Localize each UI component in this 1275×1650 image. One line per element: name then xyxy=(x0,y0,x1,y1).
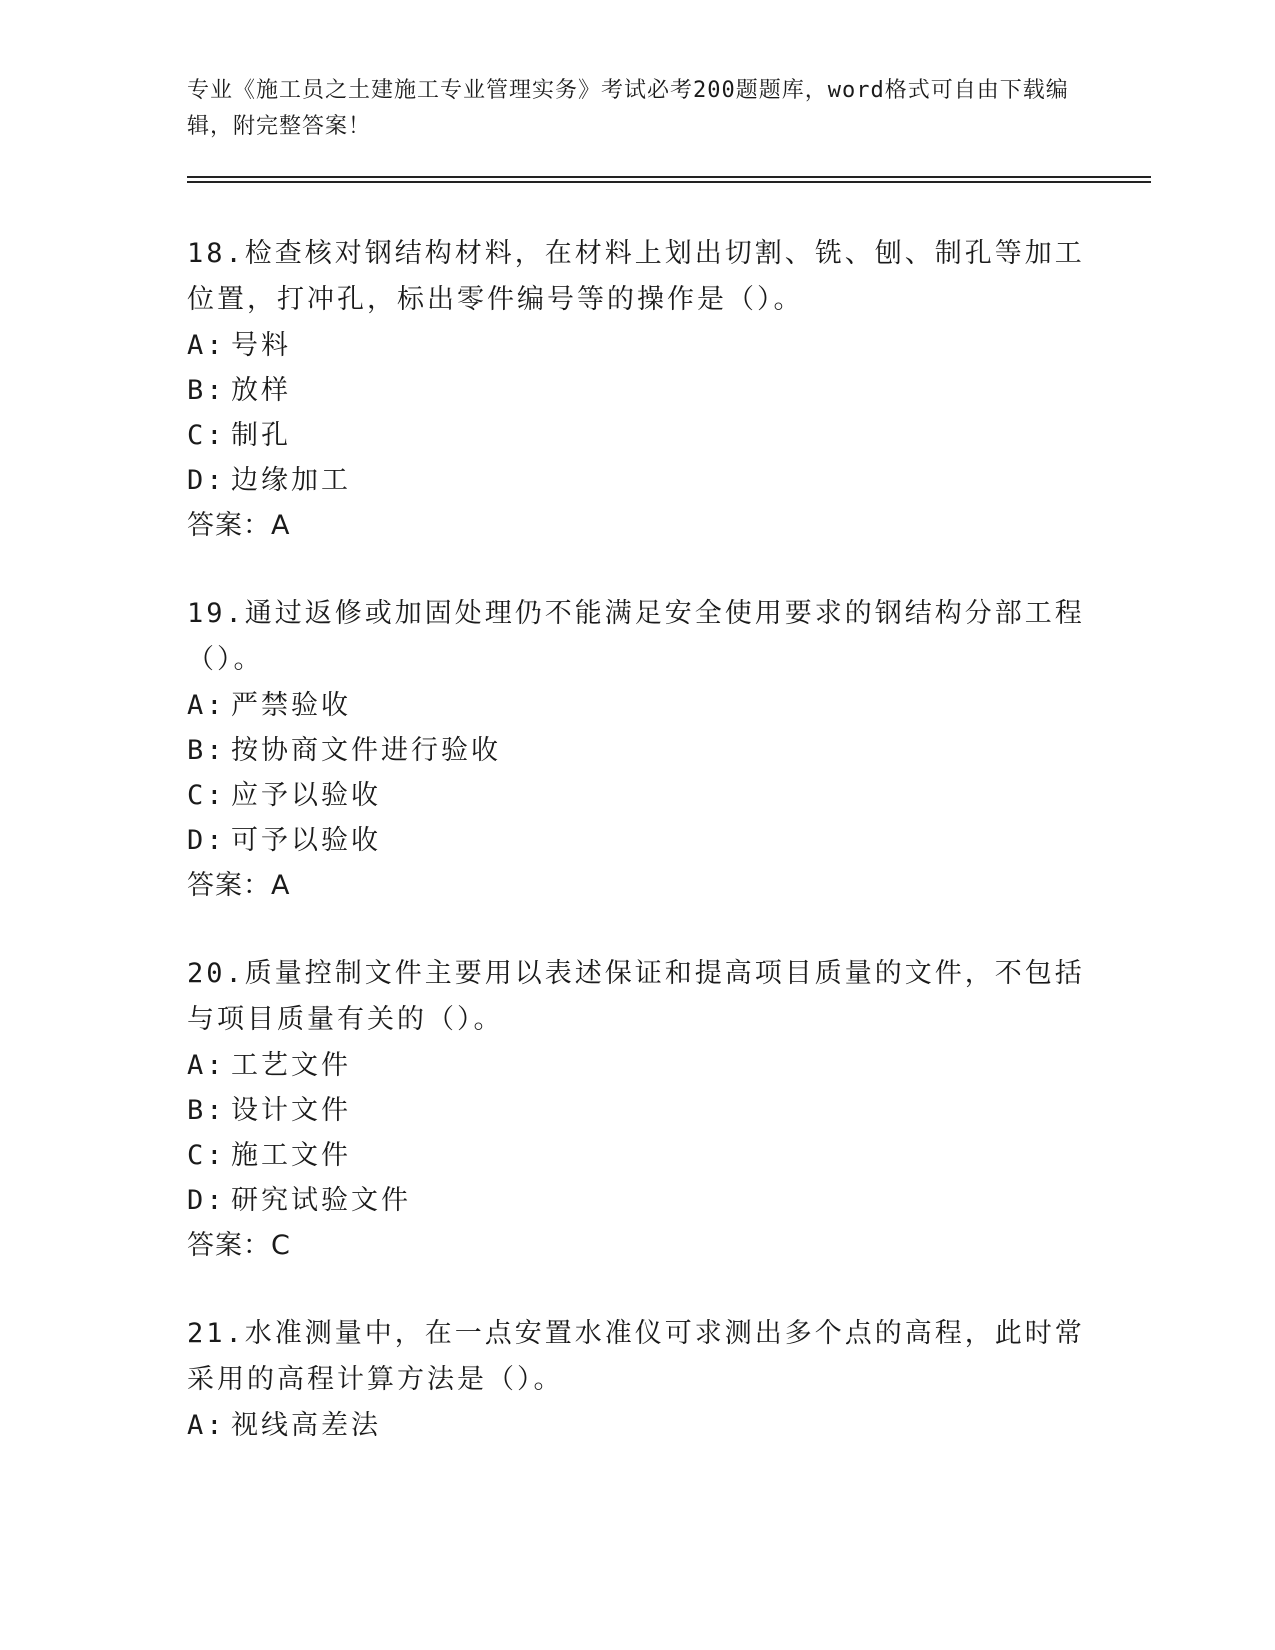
option-a xyxy=(187,323,1087,368)
answer: 答案：A xyxy=(187,510,291,541)
option-key: C: xyxy=(187,1140,226,1171)
option-text: 严禁验收 xyxy=(231,690,351,721)
option-key: B: xyxy=(187,735,226,766)
option-key: D: xyxy=(187,825,226,856)
option-text: 施工文件 xyxy=(231,1140,351,1171)
option-text: 研究试验文件 xyxy=(231,1185,411,1216)
option-text: 号料 xyxy=(231,330,291,361)
option-d xyxy=(187,1178,1087,1223)
option-b xyxy=(187,1088,1087,1133)
option-a xyxy=(187,683,1087,728)
option-a xyxy=(187,1403,1087,1448)
question-21 xyxy=(187,1311,1087,1448)
question-stem: 21.水准测量中，在一点安置水准仪可求测出多个点的高程，此时常采用的高程计算方法是（）。 xyxy=(187,1318,1085,1395)
option-key: A: xyxy=(187,1050,226,1081)
header-divider-top xyxy=(187,176,1151,178)
option-key: A: xyxy=(187,330,226,361)
option-text: 按协商文件进行验收 xyxy=(231,735,501,766)
option-key: D: xyxy=(187,1185,226,1216)
option-a xyxy=(187,1043,1087,1088)
option-text: 放样 xyxy=(231,375,291,406)
question-stem: 18.检查核对钢结构材料，在材料上划出切割、铣、刨、制孔等加工位置，打冲孔，标出零件编号等的操作是（）。 xyxy=(187,238,1085,315)
question-19 xyxy=(187,591,1087,909)
option-text: 视线高差法 xyxy=(231,1410,381,1441)
option-key: D: xyxy=(187,465,226,496)
option-b xyxy=(187,368,1087,413)
option-b xyxy=(187,728,1087,773)
option-key: C: xyxy=(187,780,226,811)
option-text: 可予以验收 xyxy=(231,825,381,856)
option-key: C: xyxy=(187,420,226,451)
option-key: A: xyxy=(187,1410,226,1441)
option-d xyxy=(187,458,1087,503)
question-18 xyxy=(187,231,1087,549)
question-stem: 20.质量控制文件主要用以表述保证和提高项目质量的文件，不包括与项目质量有关的（）。 xyxy=(187,958,1085,1035)
option-key: B: xyxy=(187,1095,226,1126)
option-c xyxy=(187,1133,1087,1178)
document-header: 专业《施工员之土建施工专业管理实务》考试必考200题题库，word格式可自由下载编辑，附完整答案！ xyxy=(187,78,1069,139)
option-text: 边缘加工 xyxy=(231,465,351,496)
option-text: 制孔 xyxy=(231,420,291,451)
answer: 答案：C xyxy=(187,1230,291,1261)
header-divider-bottom xyxy=(187,181,1151,183)
option-key: A: xyxy=(187,690,226,721)
option-text: 应予以验收 xyxy=(231,780,381,811)
option-c xyxy=(187,413,1087,458)
option-d xyxy=(187,818,1087,863)
answer: 答案：A xyxy=(187,870,291,901)
option-c xyxy=(187,773,1087,818)
question-stem: 19.通过返修或加固处理仍不能满足安全使用要求的钢结构分部工程（）。 xyxy=(187,598,1085,675)
option-text: 设计文件 xyxy=(231,1095,351,1126)
option-text: 工艺文件 xyxy=(231,1050,351,1081)
option-key: B: xyxy=(187,375,226,406)
question-20 xyxy=(187,951,1087,1269)
